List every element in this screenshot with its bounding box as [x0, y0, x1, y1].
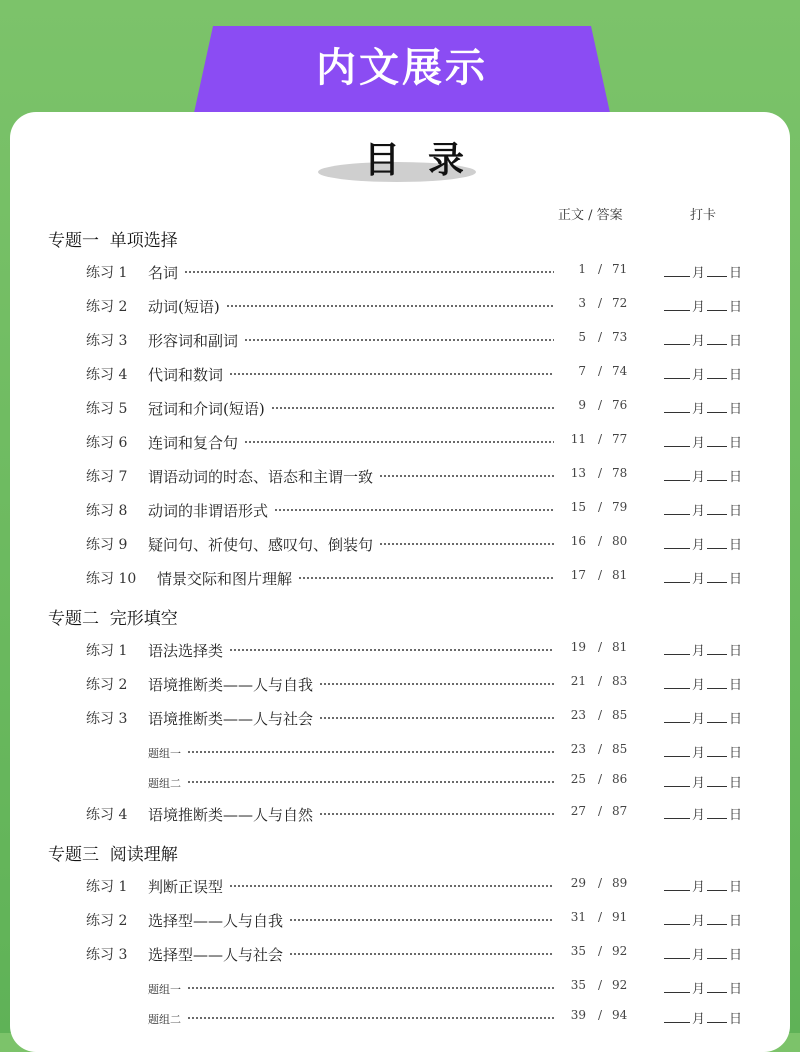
day-blank[interactable] [707, 806, 727, 819]
text-page-number: 17 [570, 568, 586, 582]
day-blank[interactable] [707, 642, 727, 655]
exercise-number: 练习 5 [86, 401, 128, 417]
check-in-date[interactable] [664, 296, 742, 315]
exercise-number: 练习 2 [86, 913, 128, 929]
month-label: 月 [692, 1012, 706, 1027]
month-blank[interactable] [664, 298, 690, 311]
toc-item-row [0, 534, 800, 564]
exercise-number: 练习 10 [86, 571, 137, 587]
check-in-date[interactable] [664, 978, 742, 997]
day-blank[interactable] [707, 298, 727, 311]
page-separator: / [597, 398, 603, 412]
answer-page-number: 85 [612, 708, 628, 722]
dot-leader [319, 812, 554, 816]
day-label: 日 [729, 1012, 743, 1027]
page-separator: / [597, 910, 603, 924]
toc-item-row [0, 364, 800, 394]
month-blank[interactable] [664, 912, 690, 925]
day-blank[interactable] [707, 676, 727, 689]
column-header-check: 打卡 [690, 208, 717, 223]
exercise-number: 练习 2 [86, 299, 128, 315]
exercise-number: 练习 4 [86, 807, 128, 823]
subgroup-title: 题组二 [148, 1013, 181, 1026]
day-label: 日 [729, 746, 743, 761]
text-page-number: 7 [578, 364, 586, 378]
month-blank[interactable] [664, 774, 690, 787]
month-blank[interactable] [664, 806, 690, 819]
text-page-number: 1 [578, 262, 586, 276]
text-page-number: 35 [570, 978, 586, 992]
month-label: 月 [692, 436, 706, 451]
exercise-number: 练习 1 [86, 643, 128, 659]
check-in-date[interactable] [664, 432, 742, 451]
day-label: 日 [729, 368, 743, 383]
day-blank[interactable] [707, 744, 727, 757]
exercise-title: 语境推断类——人与社会 [148, 710, 314, 728]
page-separator: / [597, 772, 603, 786]
day-blank[interactable] [707, 434, 727, 447]
day-label: 日 [729, 712, 743, 727]
subgroup-title: 题组二 [148, 777, 181, 790]
toc-item-row [0, 876, 800, 906]
exercise-title: 连词和复合句 [148, 434, 239, 452]
toc-subitem-row [0, 1008, 800, 1038]
exercise-title: 代词和数词 [148, 366, 224, 384]
answer-page-number: 83 [612, 674, 628, 688]
month-label: 月 [692, 266, 706, 281]
dot-leader [229, 884, 554, 888]
month-label: 月 [692, 808, 706, 823]
toc-item-row [0, 432, 800, 462]
month-blank[interactable] [664, 710, 690, 723]
dot-leader [319, 716, 554, 720]
text-page-number: 3 [578, 296, 586, 310]
exercise-title: 判断正误型 [148, 878, 224, 896]
dot-leader [271, 406, 554, 410]
month-blank[interactable] [664, 1010, 690, 1023]
month-label: 月 [692, 470, 706, 485]
answer-page-number: 92 [612, 944, 628, 958]
text-page-number: 23 [570, 742, 586, 756]
day-blank[interactable] [707, 400, 727, 413]
toc-item-row [0, 640, 800, 670]
day-blank[interactable] [707, 774, 727, 787]
dot-leader [319, 682, 554, 686]
exercise-title: 疑问句、祈使句、感叹句、倒装句 [148, 536, 374, 554]
exercise-title: 选择型——人与自我 [148, 912, 284, 930]
answer-page-number: 94 [612, 1008, 628, 1022]
answer-page-number: 72 [612, 296, 628, 310]
section-title: 专题一 单项选择 [48, 231, 178, 251]
month-blank[interactable] [664, 502, 690, 515]
exercise-number: 练习 2 [86, 677, 128, 693]
page-separator: / [597, 804, 603, 818]
exercise-number: 练习 9 [86, 537, 128, 553]
dot-leader [379, 474, 554, 478]
exercise-title: 冠词和介词(短语) [148, 400, 265, 418]
toc-item-row [0, 500, 800, 530]
day-label: 日 [729, 300, 743, 315]
toc-subitem-row [0, 978, 800, 1008]
page-separator: / [597, 640, 603, 654]
dot-leader [244, 440, 554, 444]
page-separator: / [597, 262, 603, 276]
month-label: 月 [692, 572, 706, 587]
dot-leader [289, 952, 554, 956]
text-page-number: 19 [570, 640, 586, 654]
month-label: 月 [692, 914, 706, 929]
text-page-number: 15 [570, 500, 586, 514]
toc-item-row [0, 296, 800, 326]
answer-page-number: 78 [612, 466, 628, 480]
dot-leader [274, 508, 554, 512]
month-blank[interactable] [664, 642, 690, 655]
text-page-number: 29 [570, 876, 586, 890]
exercise-title: 动词(短语) [148, 298, 220, 316]
day-blank[interactable] [707, 1010, 727, 1023]
day-label: 日 [729, 504, 743, 519]
exercise-title: 形容词和副词 [148, 332, 239, 350]
day-label: 日 [729, 538, 743, 553]
toc-item-row [0, 674, 800, 704]
toc-title: 目录 [363, 139, 492, 181]
month-blank[interactable] [664, 980, 690, 993]
month-label: 月 [692, 538, 706, 553]
exercise-number: 练习 3 [86, 711, 128, 727]
check-in-date[interactable] [664, 944, 742, 963]
day-blank[interactable] [707, 536, 727, 549]
answer-page-number: 79 [612, 500, 628, 514]
month-blank[interactable] [664, 400, 690, 413]
exercise-title: 谓语动词的时态、语态和主谓一致 [148, 468, 374, 486]
day-blank[interactable] [707, 912, 727, 925]
page-separator: / [597, 674, 603, 688]
day-label: 日 [729, 334, 743, 349]
month-blank[interactable] [664, 332, 690, 345]
toc-item-row [0, 944, 800, 974]
month-label: 月 [692, 368, 706, 383]
toc-subitem-row [0, 772, 800, 802]
answer-page-number: 87 [612, 804, 628, 818]
page-separator: / [597, 432, 603, 446]
page-separator: / [597, 1008, 603, 1022]
text-page-number: 25 [570, 772, 586, 786]
check-in-date[interactable] [664, 398, 742, 417]
answer-page-number: 81 [612, 640, 628, 654]
dot-leader [187, 750, 554, 754]
exercise-title: 语境推断类——人与自然 [148, 806, 314, 824]
dot-leader [298, 576, 554, 580]
exercise-title: 语境推断类——人与自我 [148, 676, 314, 694]
text-page-number: 39 [570, 1008, 586, 1022]
check-in-date[interactable] [664, 364, 742, 383]
text-page-number: 5 [578, 330, 586, 344]
day-label: 日 [729, 880, 743, 895]
subgroup-title: 题组一 [148, 983, 181, 996]
page-separator: / [597, 978, 603, 992]
page-separator: / [597, 364, 603, 378]
text-page-number: 16 [570, 534, 586, 548]
dot-leader [244, 338, 554, 342]
dot-leader [379, 542, 554, 546]
day-blank[interactable] [707, 366, 727, 379]
toc-subitem-row [0, 742, 800, 772]
month-label: 月 [692, 948, 706, 963]
check-in-date[interactable] [664, 640, 742, 659]
month-label: 月 [692, 982, 706, 997]
month-blank[interactable] [664, 536, 690, 549]
exercise-number: 练习 7 [86, 469, 128, 485]
day-blank[interactable] [707, 980, 727, 993]
exercise-number: 练习 6 [86, 435, 128, 451]
answer-page-number: 71 [612, 262, 628, 276]
month-label: 月 [692, 504, 706, 519]
text-page-number: 11 [570, 432, 586, 446]
dot-leader [226, 304, 554, 308]
subgroup-title: 题组一 [148, 747, 181, 760]
page-separator: / [597, 708, 603, 722]
answer-page-number: 92 [612, 978, 628, 992]
check-in-date[interactable] [664, 804, 742, 823]
page-separator: / [597, 466, 603, 480]
day-label: 日 [729, 808, 743, 823]
month-blank[interactable] [664, 468, 690, 481]
toc-item-row [0, 804, 800, 834]
text-page-number: 13 [570, 466, 586, 480]
toc-item-row [0, 910, 800, 940]
dot-leader [187, 1016, 554, 1020]
exercise-title: 名词 [148, 264, 179, 282]
month-label: 月 [692, 402, 706, 417]
answer-page-number: 74 [612, 364, 628, 378]
toc-item-row [0, 262, 800, 292]
text-page-number: 31 [570, 910, 586, 924]
exercise-number: 练习 1 [86, 265, 128, 281]
check-in-date[interactable] [664, 568, 742, 587]
page-separator: / [597, 330, 603, 344]
text-page-number: 21 [570, 674, 586, 688]
check-in-date[interactable] [664, 466, 742, 485]
dot-leader [187, 986, 554, 990]
day-label: 日 [729, 678, 743, 693]
toc-item-row [0, 466, 800, 496]
day-label: 日 [729, 776, 743, 791]
check-in-date[interactable] [664, 534, 742, 553]
check-in-date[interactable] [664, 674, 742, 693]
check-in-date[interactable] [664, 1008, 742, 1027]
answer-page-number: 80 [612, 534, 628, 548]
day-label: 日 [729, 644, 743, 659]
dot-leader [229, 648, 554, 652]
exercise-title: 情景交际和图片理解 [157, 570, 293, 588]
month-label: 月 [692, 334, 706, 349]
answer-page-number: 77 [612, 432, 628, 446]
toc-item-row [0, 330, 800, 360]
month-blank[interactable] [664, 676, 690, 689]
exercise-number: 练习 3 [86, 333, 128, 349]
answer-page-number: 91 [612, 910, 628, 924]
day-blank[interactable] [707, 878, 727, 891]
toc-item-row [0, 708, 800, 738]
page-separator: / [597, 876, 603, 890]
check-in-date[interactable] [664, 500, 742, 519]
answer-page-number: 86 [612, 772, 628, 786]
column-header-pages: 正文 / 答案 [558, 208, 623, 223]
day-blank[interactable] [707, 332, 727, 345]
check-in-date[interactable] [664, 262, 742, 281]
check-in-date[interactable] [664, 876, 742, 895]
day-blank[interactable] [707, 502, 727, 515]
text-page-number: 27 [570, 804, 586, 818]
day-label: 日 [729, 402, 743, 417]
month-label: 月 [692, 880, 706, 895]
answer-page-number: 85 [612, 742, 628, 756]
month-label: 月 [692, 300, 706, 315]
day-blank[interactable] [707, 946, 727, 959]
page-separator: / [597, 534, 603, 548]
month-blank[interactable] [664, 366, 690, 379]
day-blank[interactable] [707, 570, 727, 583]
exercise-number: 练习 1 [86, 879, 128, 895]
month-label: 月 [692, 746, 706, 761]
exercise-number: 练习 8 [86, 503, 128, 519]
day-blank[interactable] [707, 468, 727, 481]
answer-page-number: 81 [612, 568, 628, 582]
day-blank[interactable] [707, 710, 727, 723]
month-label: 月 [692, 712, 706, 727]
month-label: 月 [692, 644, 706, 659]
day-label: 日 [729, 436, 743, 451]
text-page-number: 23 [570, 708, 586, 722]
check-in-date[interactable] [664, 772, 742, 791]
page-separator: / [597, 742, 603, 756]
page-separator: / [597, 568, 603, 582]
day-label: 日 [729, 572, 743, 587]
month-blank[interactable] [664, 744, 690, 757]
month-blank[interactable] [664, 570, 690, 583]
toc-item-row [0, 398, 800, 428]
month-blank[interactable] [664, 946, 690, 959]
month-label: 月 [692, 776, 706, 791]
section-title: 专题二 完形填空 [48, 609, 178, 629]
check-in-date[interactable] [664, 910, 742, 929]
dot-leader [229, 372, 554, 376]
day-label: 日 [729, 470, 743, 485]
exercise-number: 练习 3 [86, 947, 128, 963]
exercise-title: 选择型——人与社会 [148, 946, 284, 964]
dot-leader [187, 780, 554, 784]
month-blank[interactable] [664, 434, 690, 447]
month-blank[interactable] [664, 878, 690, 891]
section-title: 专题三 阅读理解 [48, 845, 178, 865]
month-blank[interactable] [664, 264, 690, 277]
text-page-number: 9 [578, 398, 586, 412]
page-separator: / [597, 944, 603, 958]
page-separator: / [597, 296, 603, 310]
check-in-date[interactable] [664, 330, 742, 349]
answer-page-number: 73 [612, 330, 628, 344]
page-separator: / [597, 500, 603, 514]
banner-title: 内文展示 [316, 45, 488, 91]
answer-page-number: 76 [612, 398, 628, 412]
month-label: 月 [692, 678, 706, 693]
dot-leader [184, 270, 554, 274]
check-in-date[interactable] [664, 742, 742, 761]
day-label: 日 [729, 914, 743, 929]
exercise-number: 练习 4 [86, 367, 128, 383]
check-in-date[interactable] [664, 708, 742, 727]
dot-leader [289, 918, 554, 922]
text-page-number: 35 [570, 944, 586, 958]
day-blank[interactable] [707, 264, 727, 277]
day-label: 日 [729, 948, 743, 963]
day-label: 日 [729, 982, 743, 997]
exercise-title: 动词的非谓语形式 [148, 502, 269, 520]
exercise-title: 语法选择类 [148, 642, 224, 660]
day-label: 日 [729, 266, 743, 281]
answer-page-number: 89 [612, 876, 628, 890]
toc-item-row [0, 568, 800, 598]
